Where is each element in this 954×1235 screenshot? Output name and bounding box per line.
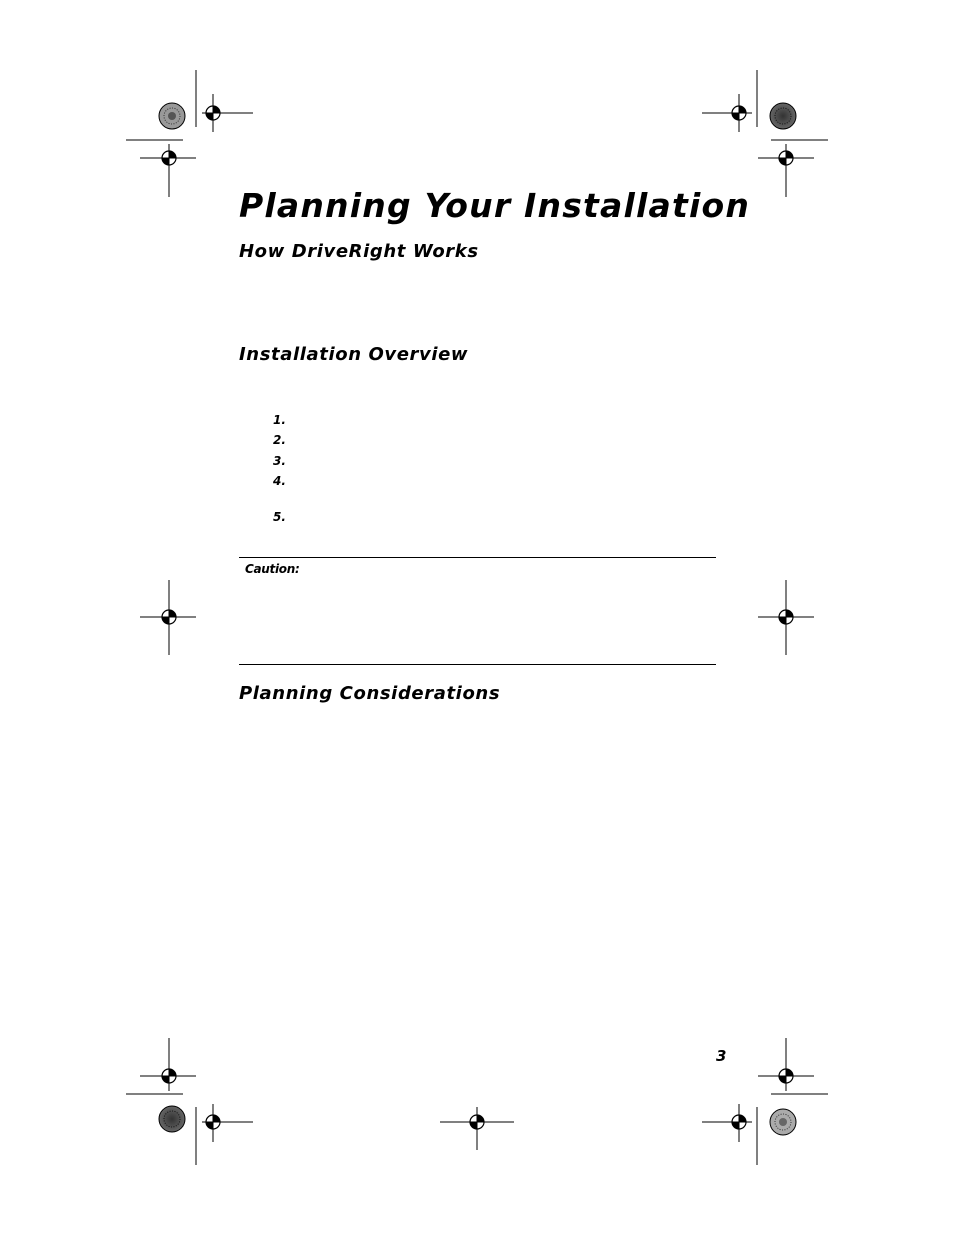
registration-mark-middle-left [140, 580, 196, 655]
step-number-1: 1. [273, 413, 286, 427]
section-heading-how-driveright-works: How DriveRight Works [239, 241, 479, 262]
step-number-5: 5. [273, 510, 286, 524]
registration-mark-bottom-center [440, 1107, 514, 1150]
step-number-2: 2. [273, 433, 286, 447]
caution-label: Caution: [245, 562, 300, 576]
registration-mark-bottom-left [126, 1038, 253, 1165]
step-number-3: 3. [273, 454, 286, 468]
color-target-bottom-left [159, 1106, 185, 1132]
page-title: Planning Your Installation [239, 186, 751, 225]
section-heading-planning-considerations: Planning Considerations [239, 683, 501, 704]
page-number: 3 [716, 1047, 727, 1065]
color-target-top-left [159, 103, 185, 129]
registration-mark-middle-right [758, 580, 814, 655]
color-target-top-right [770, 103, 796, 129]
caution-bottom-rule [239, 664, 716, 665]
registration-mark-top-right [702, 70, 828, 197]
section-heading-installation-overview: Installation Overview [239, 344, 469, 365]
step-number-4: 4. [273, 474, 286, 488]
color-target-bottom-right [770, 1109, 796, 1135]
registration-mark-top-left [126, 70, 253, 197]
caution-top-rule [239, 557, 716, 558]
